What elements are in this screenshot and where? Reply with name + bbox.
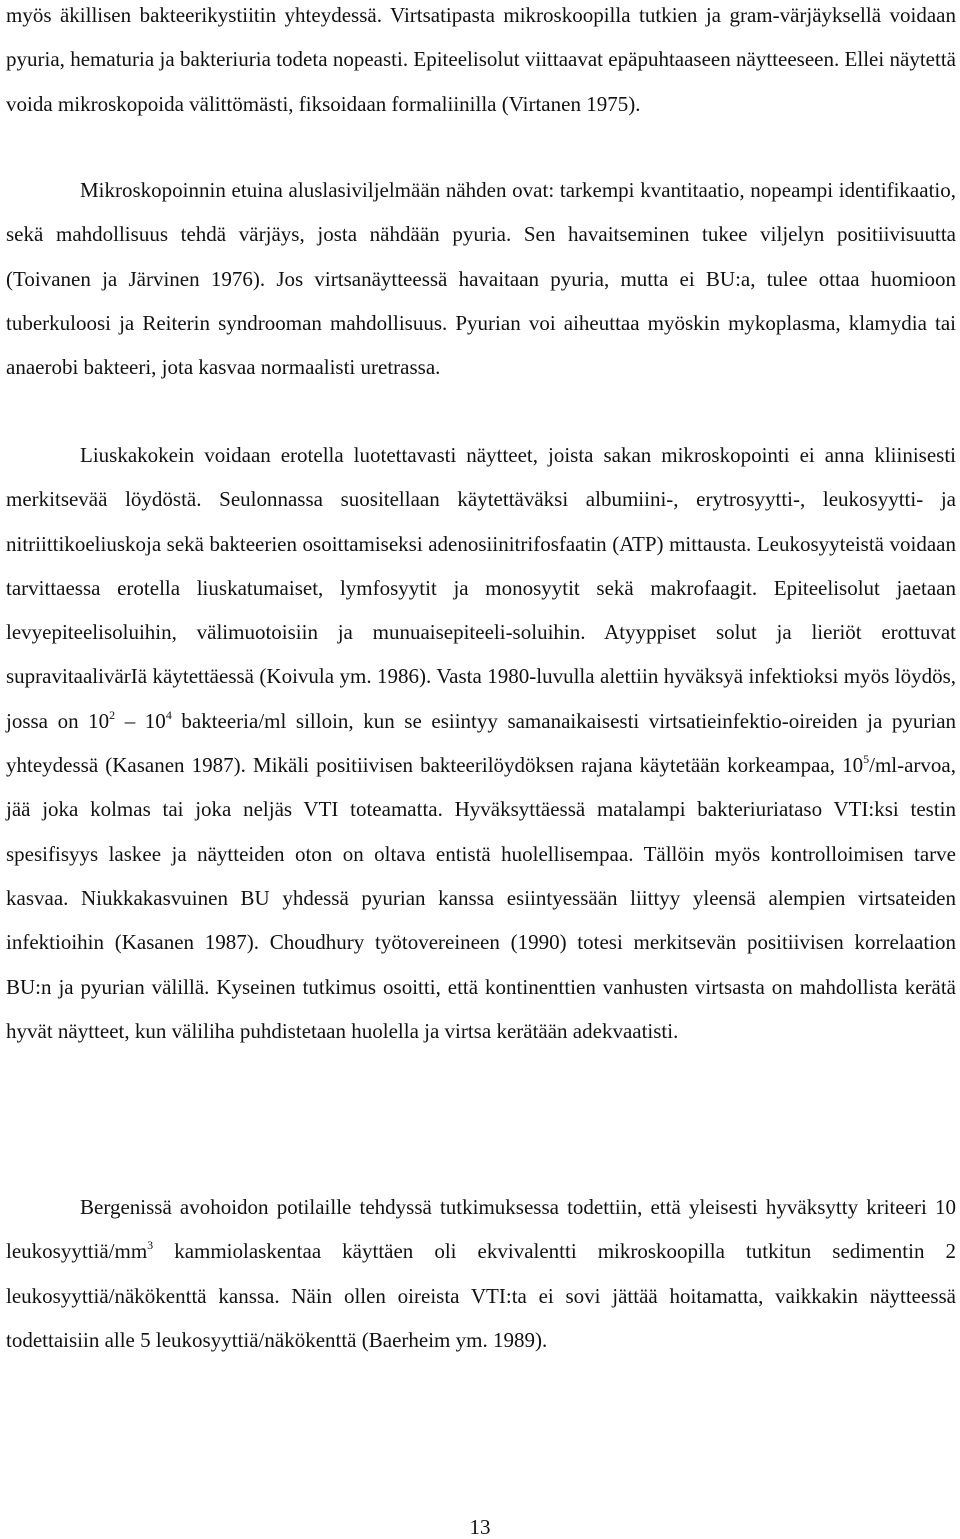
superscript-exponent: 3 [147, 1238, 154, 1253]
paragraph-3 [6, 433, 956, 1053]
paragraph-3-text-d: /ml-arvoa, jää joka kolmas tai joka neljäs VTI toteamatta. Hyväksyttäessä matalampi bakteriuriataso VTI:ksi testin spesifisyys laskee ja näytteiden oton on oltava entistä huolellisempaa. Tällöin myös kontrolloimisen tarve kasvaa. Niukkakasvuinen BU yhdessä pyurian kanssa esiintyessään liittyy yleensä alempien virtsateiden infektioihin (Kasanen 1987). Choudhury työtovereineen (1990) totesi merkitsevän positiivisen korrelaation BU:n ja pyurian välillä. Kyseinen tutkimus osoitti, että kontinenttien vanhusten virtsasta on mahdollista kerätä hyvät näytteet, kun väliliha puhdistetaan huolella ja virtsa kerätään adekvaatisti. [6, 753, 956, 1043]
page-number: 13 [469, 1515, 491, 1539]
paragraph-2-text: Mikroskopoinnin etuina aluslasiviljelmään nähden ovat: tarkempi kvantitaatio, nopeampi identifikaatio, sekä mahdollisuus tehdä värjäys, josta nähdään pyuria. Sen havaitseminen tukee viljelyn positiivisuutta (Toivanen ja Järvinen 1976). Jos virtsanäytteessä havaitaan pyuria, mutta ei BU:a, tulee ottaa huomioon tuberkuloosi ja Reiterin syndrooman mahdollisuus. Pyurian voi aiheuttaa myöskin mykoplasma, klamydia tai anaerobi bakteeri, jota kasvaa normaalisti uretrassa. [6, 178, 956, 380]
paragraph-2 [6, 168, 956, 389]
paragraph-3-text-b: – 10 [115, 708, 166, 733]
superscript-exponent: 4 [165, 707, 172, 722]
superscript-exponent: 2 [109, 707, 116, 722]
paragraph-1 [6, 0, 956, 126]
paragraph-4-text-a: Bergenissä avohoidon potilaille tehdyssä tutkimuksessa todettiin, että yleisesti hyväksytty kriteeri 10 leukosyyttiä/mm [6, 1195, 956, 1264]
paragraph-1-text: myös äkillisen bakteerikystiitin yhteydessä. Virtsatipasta mikroskoopilla tutkien ja gram-värjäyksellä voidaan pyuria, hematuria ja bakteriuria todeta nopeasti. Epiteelisolut viittaavat epäpuhtaaseen näytteeseen. Ellei näytettä voida mikroskopoida välittömästi, fiksoidaan formaliinilla (Virtanen 1975). [6, 3, 956, 116]
paragraph-3-text-a: Liuskakokein voidaan erotella luotettavasti näytteet, joista sakan mikroskopointi ei anna kliinisesti merkitsevää löydöstä. Seulonnassa suositellaan käytettäväksi albumiini-, erytrosyytti-, leukosyytti- ja nitriittikoeliuskoja sekä bakteerien osoittamiseksi adenosiinitrifosfaatin (ATP) mittausta. Leukosyyteistä voidaan tarvittaessa erotella liuskatumaiset, lymfosyytit ja monosyytit sekä makrofaagit. Epiteelisolut jaetaan levyepiteelisoluihin, välimuotoisiin ja munuaisepiteeli-soluihin. Atyyppiset solut ja lieriöt erottuvat supravitaalivärIä käytettäessä (Koivula ym. 1986). Vasta 1980-luvulla alettiin hyväksyä infektioksi myös löydös, jossa on 10 [6, 443, 956, 733]
paragraph-4 [6, 1185, 956, 1362]
paragraph-3-text-c: bakteeria/ml silloin, kun se esiintyy samanaikaisesti virtsatieinfektio-oireiden ja pyurian yhteydessä (Kasanen 1987). Mikäli positiivisen bakteerilöydöksen rajana käytetään korkeampaa, 10 [6, 708, 957, 778]
paragraph-4-text-b: kammiolaskentaa käyttäen oli ekvivalentti mikroskoopilla tutkitun sedimentin 2 leukosyyttiä/näkökenttä kanssa. Näin ollen oireista VTI:ta ei sovi jättää hoitamatta, vaikkakin näytteessä todettaisiin alle 5 leukosyyttiä/näkökenttä (Baerheim ym. 1989). [6, 1239, 956, 1352]
superscript-exponent: 5 [863, 752, 870, 767]
